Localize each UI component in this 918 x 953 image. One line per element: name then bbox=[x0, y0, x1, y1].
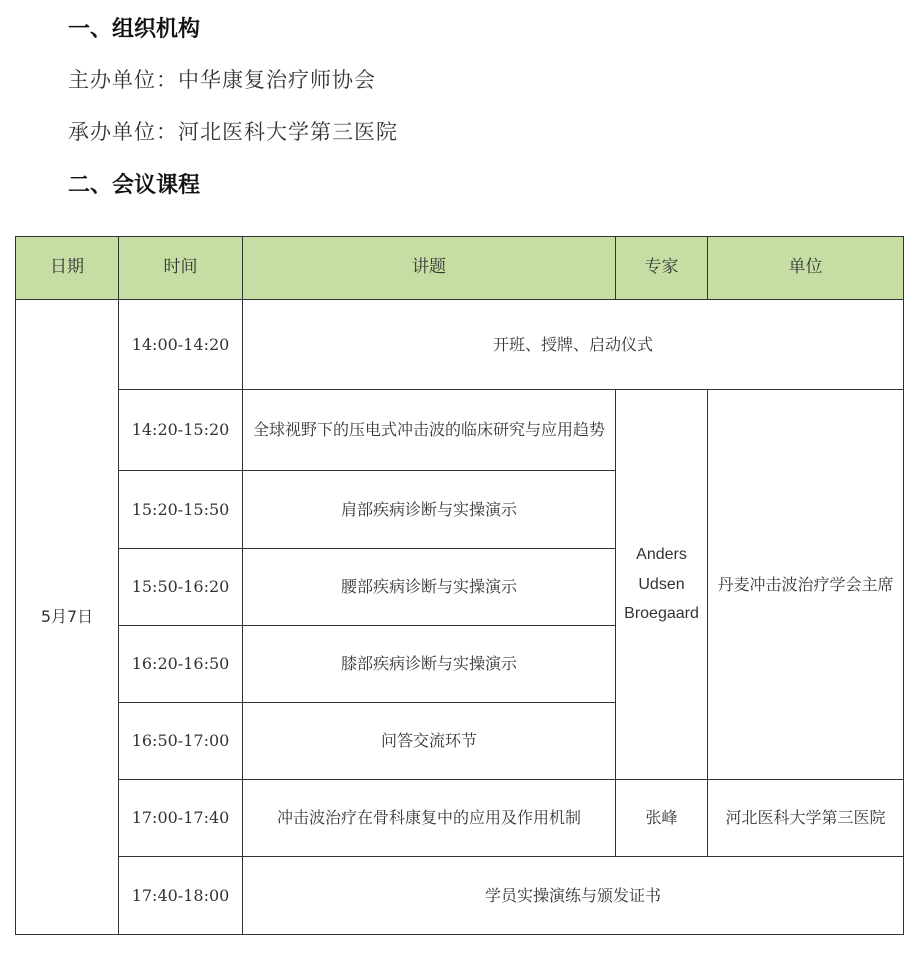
topic-cell: 冲击波治疗在骨科康复中的应用及作用机制 bbox=[243, 780, 616, 857]
topic-cell: 膝部疾病诊断与实操演示 bbox=[243, 626, 616, 703]
header-unit: 单位 bbox=[708, 237, 904, 300]
host-line: 主办单位：中华康复治疗师协会 bbox=[68, 68, 376, 92]
section-title-course: 二、会议课程 bbox=[68, 173, 201, 198]
topic-cell: 全球视野下的压电式冲击波的临床研究与应用趋势 bbox=[243, 390, 616, 471]
time-cell: 16:50-17:00 bbox=[119, 703, 243, 780]
time-cell: 17:40-18:00 bbox=[119, 857, 243, 935]
time-cell: 17:00-17:40 bbox=[119, 780, 243, 857]
topic-cell: 问答交流环节 bbox=[243, 703, 616, 780]
table-header-row bbox=[16, 237, 904, 300]
time-cell: 15:50-16:20 bbox=[119, 549, 243, 626]
unit-cell: 河北医科大学第三医院 bbox=[708, 780, 904, 857]
unit-cell: 丹麦冲击波治疗学会主席 bbox=[708, 390, 904, 780]
header-expert: 专家 bbox=[616, 237, 708, 300]
topic-cell: 腰部疾病诊断与实操演示 bbox=[243, 549, 616, 626]
time-cell: 14:00-14:20 bbox=[119, 300, 243, 390]
time-cell: 15:20-15:50 bbox=[119, 471, 243, 549]
section-title-organization: 一、组织机构 bbox=[68, 17, 201, 42]
time-cell: 16:20-16:50 bbox=[119, 626, 243, 703]
organizer-line: 承办单位：河北医科大学第三医院 bbox=[68, 120, 398, 144]
expert-cell: Anders Udsen Broegaard bbox=[616, 390, 708, 780]
header-time: 时间 bbox=[119, 237, 243, 300]
table-row bbox=[16, 390, 904, 471]
topic-cell: 开班、授牌、启动仪式 bbox=[243, 300, 904, 390]
header-date: 日期 bbox=[16, 237, 119, 300]
expert-cell: 张峰 bbox=[616, 780, 708, 857]
table-row bbox=[16, 857, 904, 935]
date-cell: 5月7日 bbox=[16, 300, 119, 935]
topic-cell: 肩部疾病诊断与实操演示 bbox=[243, 471, 616, 549]
table-row bbox=[16, 300, 904, 390]
time-cell: 14:20-15:20 bbox=[119, 390, 243, 471]
schedule-table bbox=[15, 236, 904, 935]
header-topic: 讲题 bbox=[243, 237, 616, 300]
topic-cell: 学员实操演练与颁发证书 bbox=[243, 857, 904, 935]
table-row bbox=[16, 780, 904, 857]
